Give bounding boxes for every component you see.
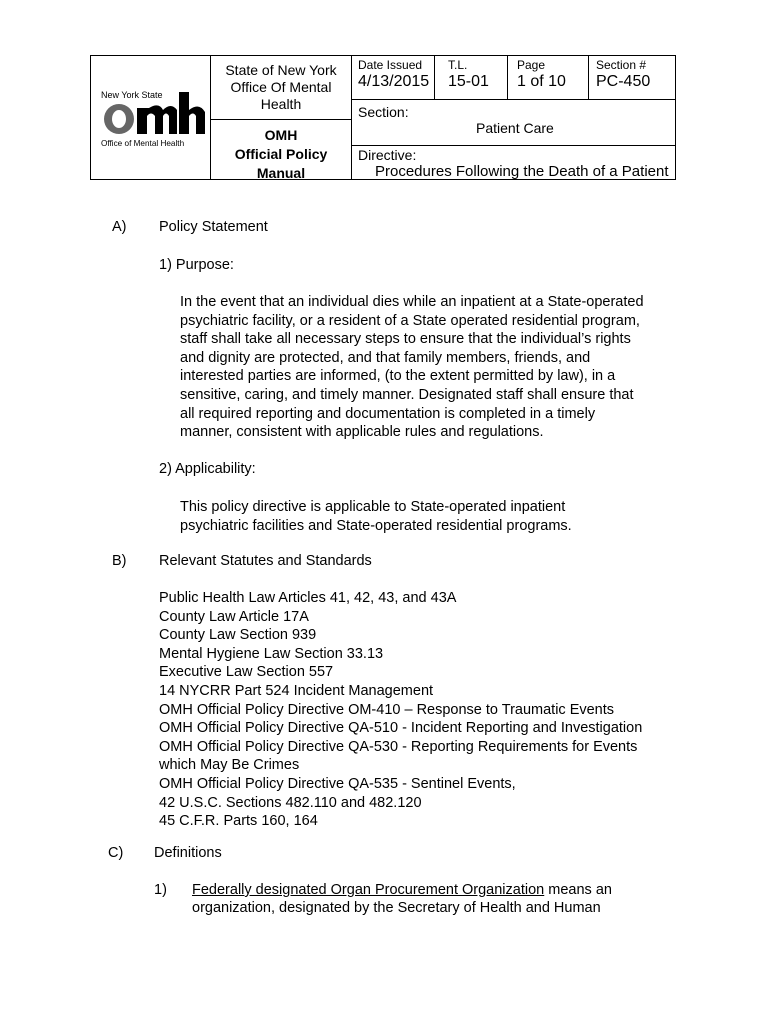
definition-1-term: Federally designated Organ Procurement Organization bbox=[192, 882, 545, 898]
list-item: Public Health Law Articles 41, 42, 43, and 43A bbox=[159, 590, 457, 606]
list-item: Executive Law Section 557 bbox=[159, 664, 334, 681]
document-header-table bbox=[90, 55, 676, 180]
tl-label: T.L. bbox=[448, 58, 468, 72]
page-label: Page bbox=[517, 58, 546, 72]
section-number-value: PC-450 bbox=[596, 73, 651, 90]
section-a-letter: A) bbox=[112, 219, 127, 235]
statutes-list bbox=[159, 589, 642, 831]
list-item: which May Be Crimes bbox=[159, 757, 300, 774]
tl-value: 15-01 bbox=[448, 73, 489, 90]
list-item: 14 NYCRR Part 524 Incident Management bbox=[159, 682, 434, 699]
organization-name: State of New York Office Of Mental Health bbox=[225, 62, 337, 112]
applicability-paragraph: This policy directive is applicable to State-operated inpatient psychiatric facilities and State-operated residential programs. bbox=[180, 499, 572, 534]
list-item: Mental Hygiene Law Section 33.13 bbox=[159, 645, 384, 662]
section-a-title: Policy Statement bbox=[159, 219, 268, 235]
list-item: OMH Official Policy Directive QA-530 - Reporting Requirements for Events bbox=[159, 738, 638, 755]
list-item: 45 C.F.R. Parts 160, 164 bbox=[159, 813, 318, 830]
definition-1-line2: organization, designated by the Secretary of Health and Human bbox=[192, 900, 601, 916]
date-issued-label: Date Issued bbox=[358, 58, 423, 72]
omh-logo bbox=[99, 86, 209, 156]
section-number-label: Section # bbox=[596, 58, 647, 72]
svg-text:Office of Mental Health: Office of Mental Health bbox=[101, 139, 185, 148]
applicability-heading: 2) Applicability: bbox=[159, 461, 256, 477]
definition-1-line1: Federally designated Organ Procurement Organization means an bbox=[192, 882, 612, 898]
definition-1-number: 1) bbox=[154, 882, 167, 898]
purpose-heading: 1) Purpose: bbox=[159, 257, 234, 273]
directive-label: Directive: bbox=[358, 147, 417, 163]
list-item: OMH Official Policy Directive OM-410 – Response to Traumatic Events bbox=[159, 701, 615, 718]
section-value: Patient Care bbox=[476, 120, 554, 136]
section-b-title: Relevant Statutes and Standards bbox=[159, 553, 372, 569]
page-value: 1 of 10 bbox=[517, 73, 566, 90]
svg-text:New York State: New York State bbox=[101, 90, 163, 100]
list-item: 42 U.S.C. Sections 482.110 and 482.120 bbox=[159, 794, 422, 811]
list-item: OMH Official Policy Directive QA-535 - Sentinel Events, bbox=[159, 775, 516, 792]
section-c-letter: C) bbox=[108, 845, 124, 861]
section-c-title: Definitions bbox=[154, 845, 222, 861]
list-item: County Law Article 17A bbox=[159, 608, 309, 625]
section-b-letter: B) bbox=[112, 553, 127, 569]
section-label: Section: bbox=[358, 104, 409, 120]
list-item: County Law Section 939 bbox=[159, 627, 317, 644]
directive-value: Procedures Following the Death of a Patient bbox=[375, 163, 669, 180]
purpose-paragraph: In the event that an individual dies while an inpatient at a State-operated psychiatric facility, or a resident of a State operated residential program, staff shall take all necessary steps to ensure that the individual’s rights and dignity are protected, and that family members, friends, and interested parties are informed, (to the extent permitted by law), in a sensitive, caring, and timely manner. Designated staff shall ensure that all required reporting and documentation is completed in a timely manner, consistent with applicable rules and regulations. bbox=[180, 294, 644, 441]
date-issued-value: 4/13/2015 bbox=[358, 73, 430, 90]
manual-title: OMH Official Policy Manual bbox=[234, 127, 328, 181]
list-item: OMH Official Policy Directive QA-510 - Incident Reporting and Investigation bbox=[159, 720, 643, 737]
omh-logo-icon bbox=[99, 86, 209, 156]
